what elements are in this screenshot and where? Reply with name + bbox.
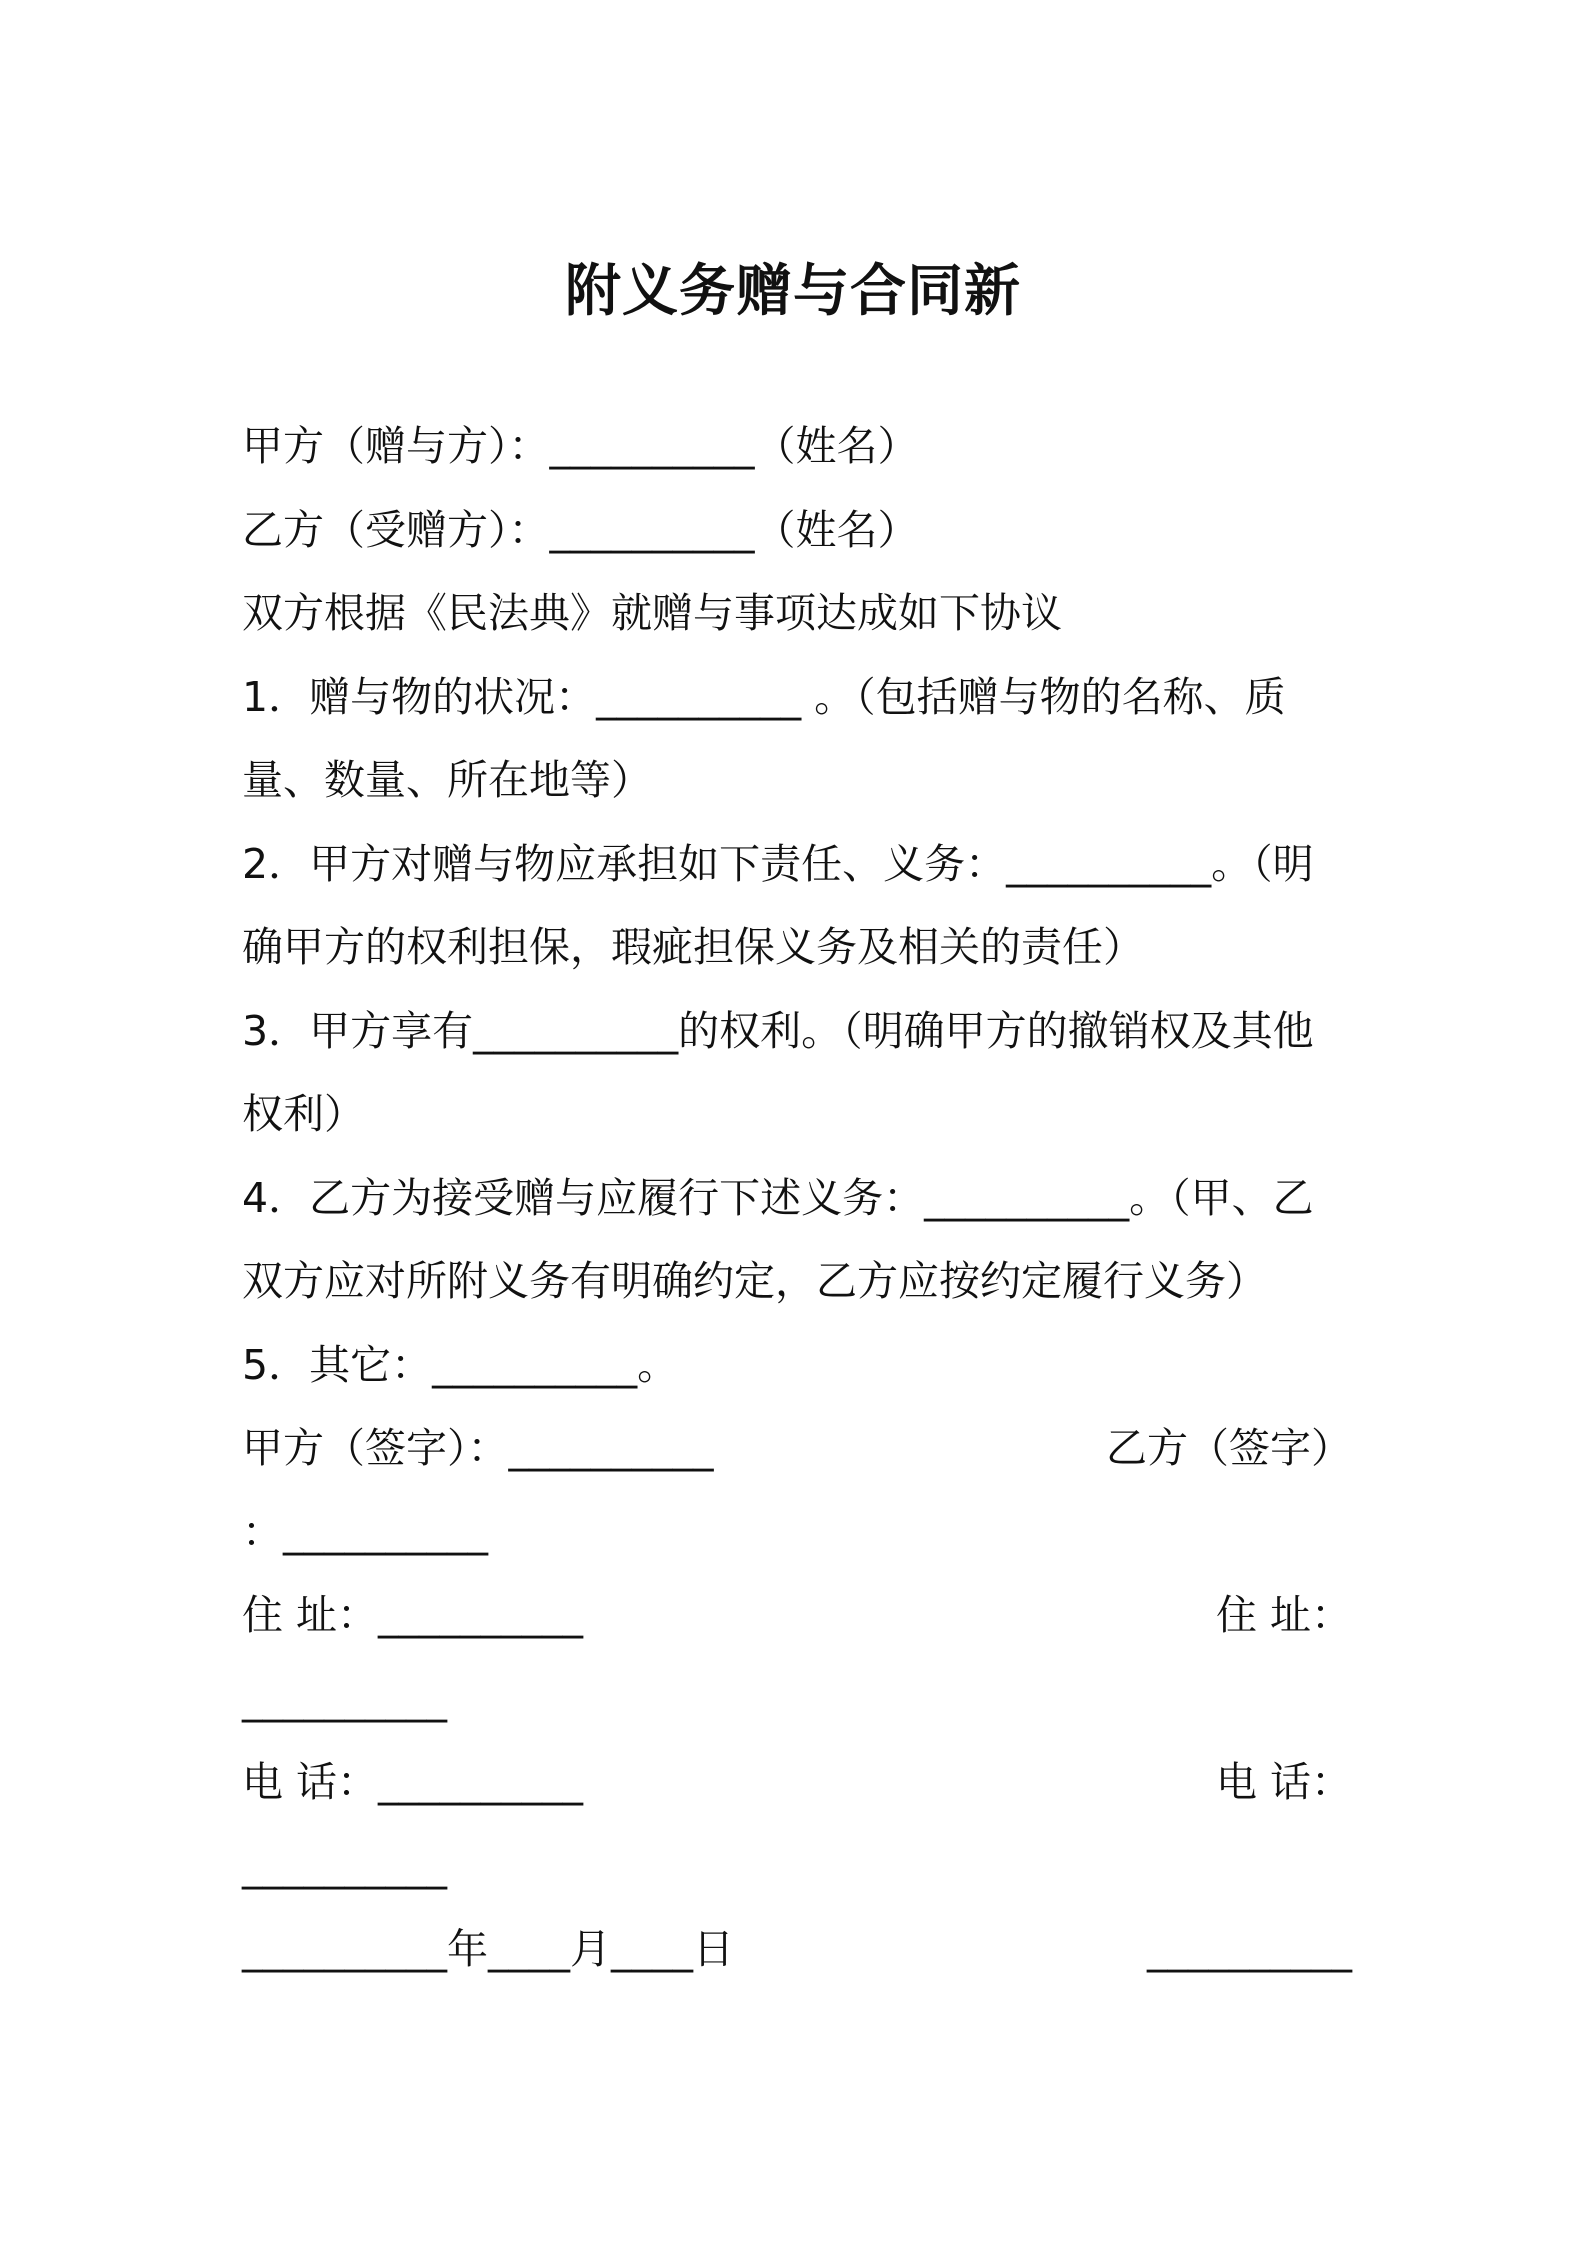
party-a-address: 住 址：__________ — [242, 1591, 584, 1639]
date-row — [242, 1908, 1352, 1992]
party-a-line: 甲方（赠与方）：__________（姓名） — [242, 422, 919, 470]
party-a-signature: 甲方（签字）：__________ — [242, 1424, 714, 1472]
clause-5-line: 5．其它：__________。 — [242, 1340, 679, 1389]
party-b-address: 住 址： — [1215, 1591, 1352, 1639]
party-b-address-continued: __________ — [242, 1674, 447, 1723]
agreement-intro: 双方根据《民法典》就赠与事项达成如下协议 — [242, 589, 1062, 637]
party-a-phone: 电 话：__________ — [242, 1758, 584, 1806]
clause-4-line-2: 双方应对所附义务有明确约定，乙方应按约定履行义务） — [242, 1257, 1267, 1305]
signature-row — [242, 1407, 1352, 1491]
document-title: 附义务赠与合同新 — [565, 259, 1021, 324]
clause-2-line-2: 确甲方的权利担保，瑕疵担保义务及相关的责任） — [242, 923, 1144, 971]
clause-1-line-2: 量、数量、所在地等） — [242, 756, 652, 804]
clause-1-line-1: 1．赠与物的状况：__________ 。（包括赠与物的名称、质 — [242, 672, 1286, 721]
clause-3-line-1: 3．甲方享有__________的权利。（明确甲方的撤销权及其他 — [242, 1006, 1314, 1055]
clause-3-line-2: 权利） — [242, 1090, 365, 1138]
clause-2-line-1: 2．甲方对赠与物应承担如下责任、义务：__________。（明 — [242, 839, 1314, 888]
document-body — [242, 405, 1352, 1992]
party-b-signature-continued: ：__________ — [242, 1507, 488, 1556]
address-row — [242, 1574, 1352, 1658]
party-b-signature: 乙方（签字） — [1106, 1424, 1352, 1472]
phone-row — [242, 1741, 1352, 1825]
date-right-blank: __________ — [1147, 1925, 1352, 1973]
party-b-phone-continued: __________ — [242, 1841, 447, 1890]
clause-4-line-1: 4．乙方为接受赠与应履行下述义务：__________。（甲、乙 — [242, 1173, 1314, 1222]
date-line: __________年____月____日 — [242, 1925, 734, 1973]
party-b-phone: 电 话： — [1215, 1758, 1352, 1806]
party-b-line: 乙方（受赠方）：__________（姓名） — [242, 505, 919, 554]
